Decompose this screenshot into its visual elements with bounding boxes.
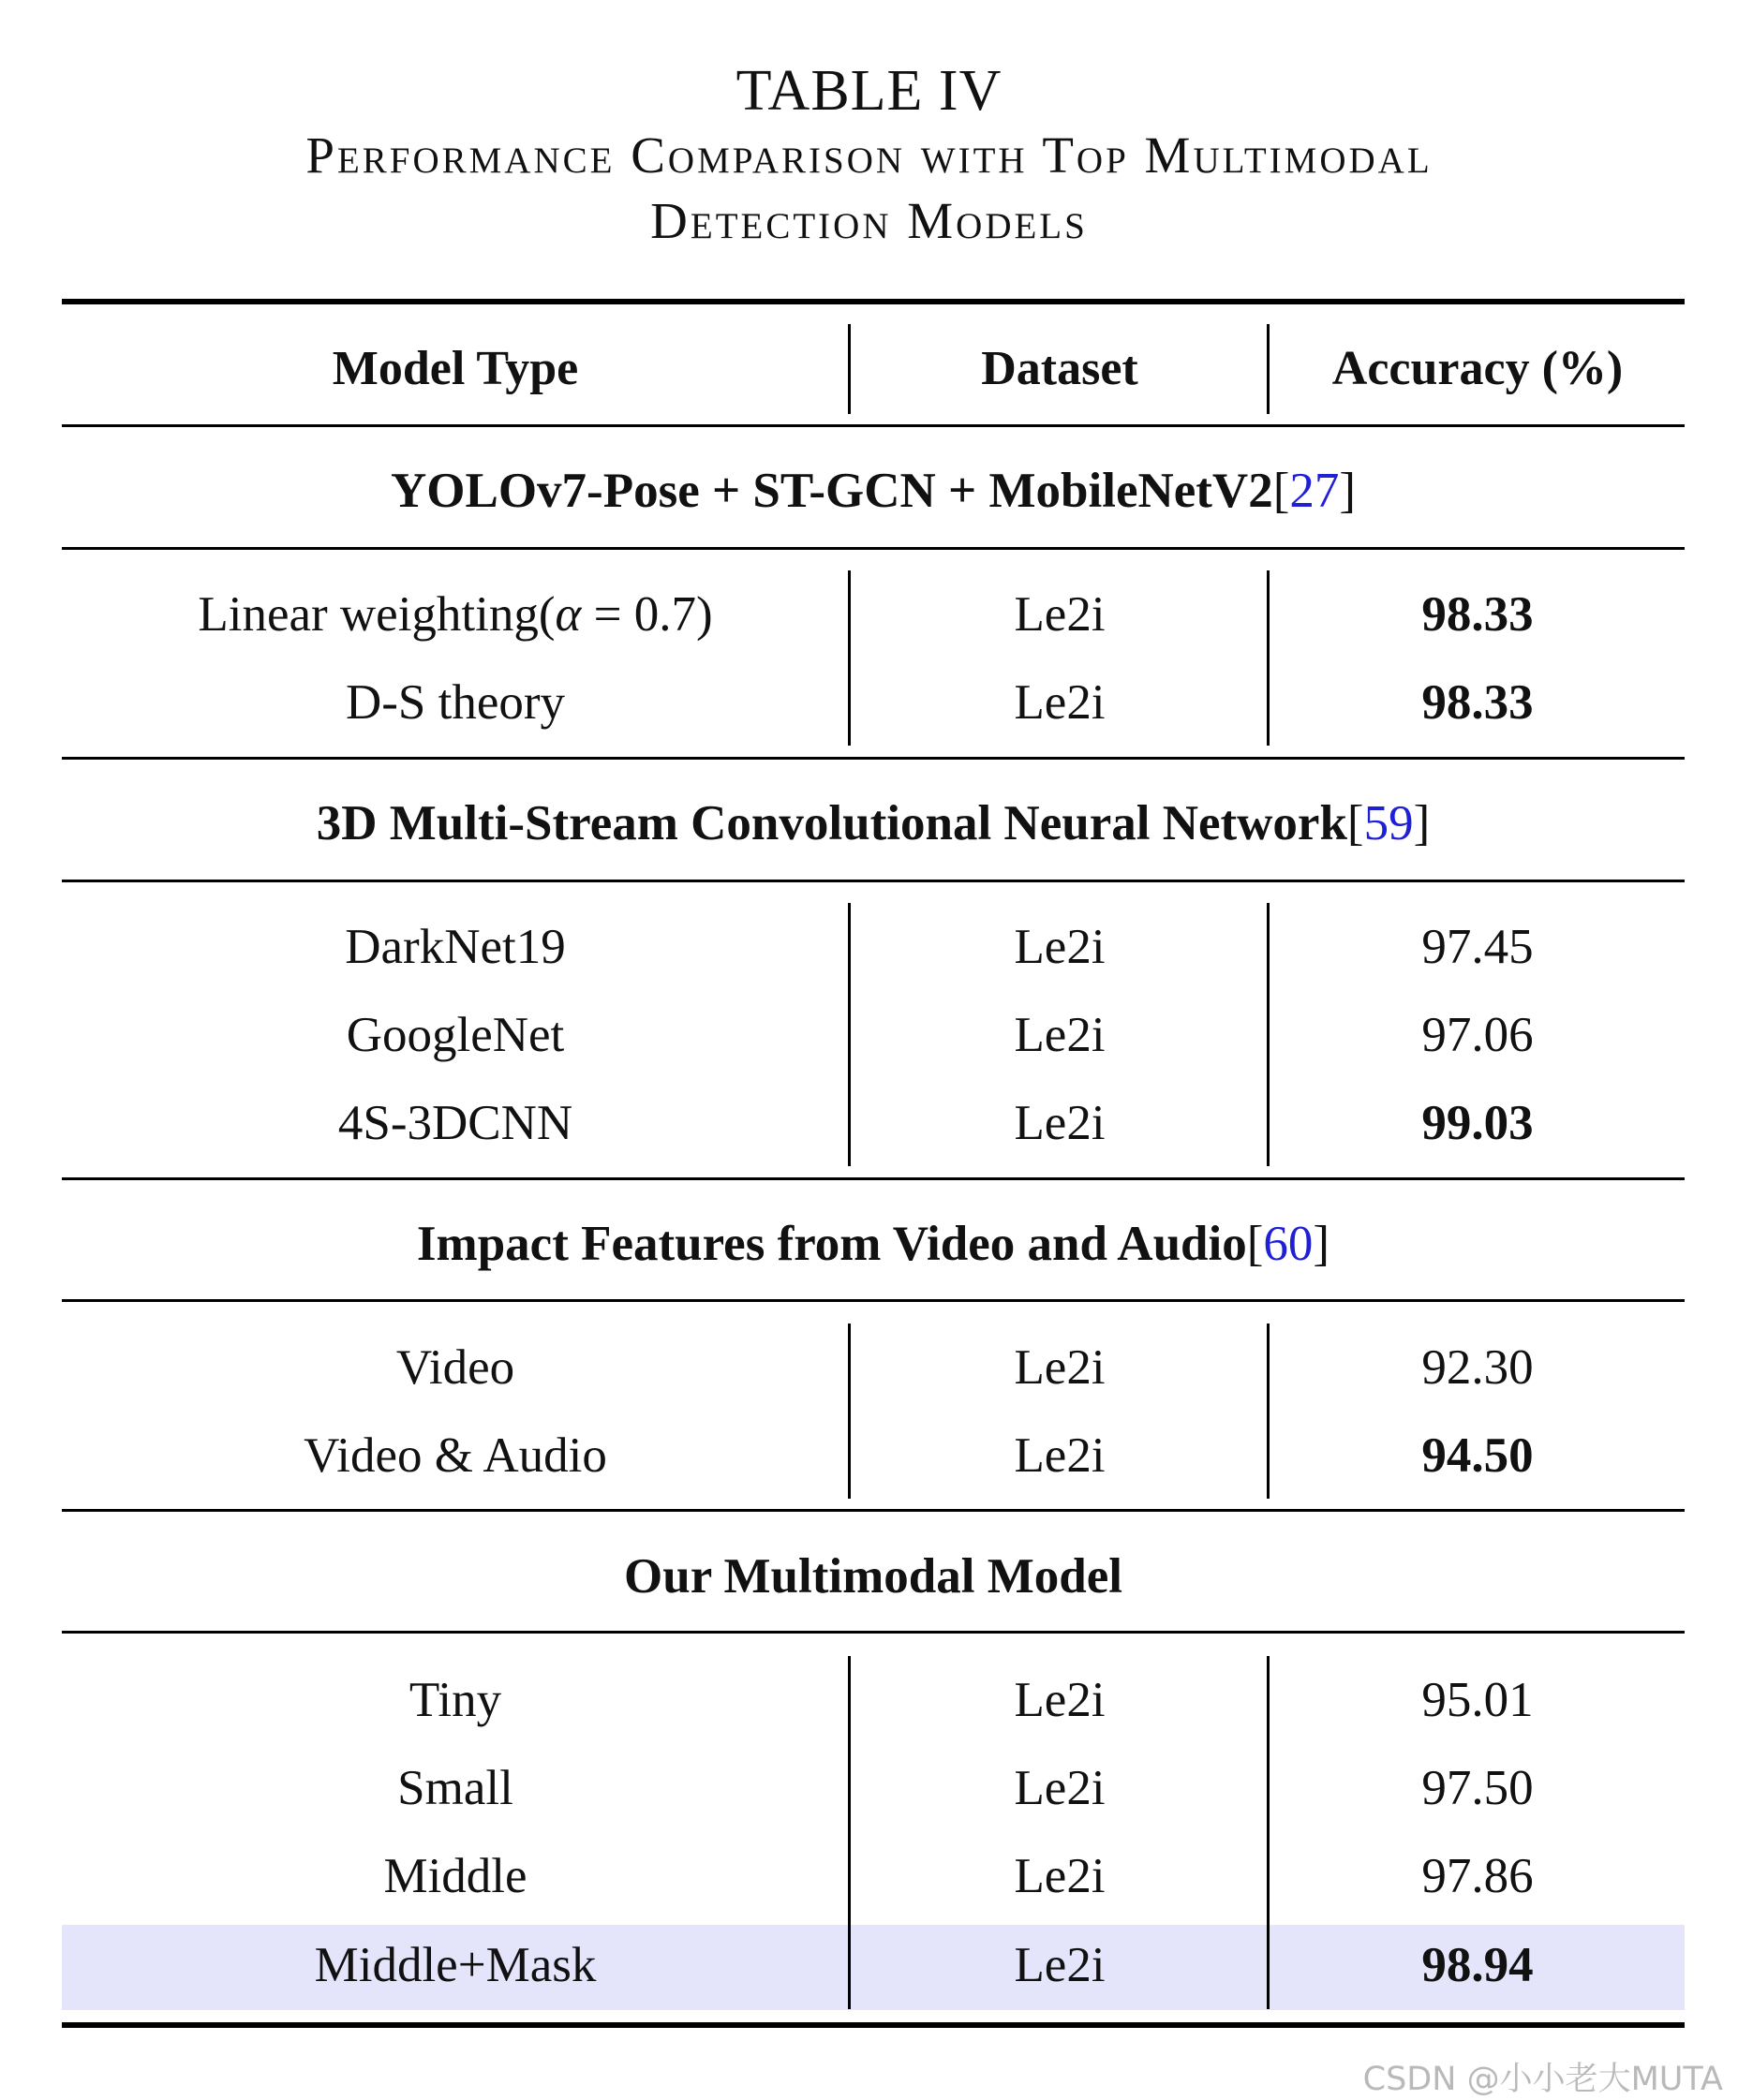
citation-link[interactable]: 60 — [1263, 1217, 1314, 1271]
group-1-end-rule — [62, 757, 1685, 760]
group-3-rule — [62, 1299, 1685, 1302]
dataset-cell: Le2i — [1014, 1761, 1106, 1815]
accuracy-cell: 95.01 — [1421, 1673, 1534, 1727]
accuracy-cell: 97.45 — [1421, 920, 1534, 974]
model-type-cell: D-S theory — [345, 675, 566, 730]
group-title: YOLOv7-Pose + ST-GCN + MobileNetV2[27] — [390, 464, 1357, 518]
group-2-rule — [62, 880, 1685, 882]
bottom-rule — [62, 2022, 1685, 2028]
accuracy-cell: 97.86 — [1421, 1849, 1534, 1903]
table-caption-line-1: Performance Comparison with Top Multimodal — [305, 126, 1433, 184]
group-title: 3D Multi-Stream Convolutional Neural Network[59] — [316, 796, 1431, 850]
dataset-cell: Le2i — [1014, 1008, 1106, 1062]
group-4-rule — [62, 1631, 1685, 1634]
accuracy-cell: 92.30 — [1421, 1340, 1534, 1395]
group-1-rule — [62, 547, 1685, 550]
model-type-cell: Middle — [383, 1849, 527, 1903]
watermark: CSDN @小小老大MUTA — [1362, 2061, 1723, 2098]
column-header-accuracy: Accuracy (%) — [1331, 342, 1624, 395]
accuracy-cell: 94.50 — [1421, 1428, 1534, 1483]
model-type-cell: Linear weighting(α = 0.7) — [198, 587, 713, 642]
accuracy-cell: 99.03 — [1421, 1096, 1534, 1150]
dataset-cell: Le2i — [1014, 920, 1106, 974]
model-type-cell: DarkNet19 — [345, 920, 566, 974]
accuracy-cell: 97.06 — [1421, 1008, 1534, 1062]
model-type-cell: Small — [397, 1761, 513, 1815]
table-label: TABLE IV — [735, 59, 1003, 123]
accuracy-cell: 98.33 — [1421, 675, 1534, 730]
model-type-cell: Video — [395, 1340, 515, 1395]
group-title: Impact Features from Video and Audio[60] — [416, 1217, 1330, 1271]
dataset-cell: Le2i — [1014, 587, 1106, 642]
dataset-cell: Le2i — [1014, 675, 1106, 730]
accuracy-cell: 98.94 — [1421, 1938, 1534, 1992]
header-rule — [62, 424, 1685, 427]
dataset-cell: Le2i — [1014, 1096, 1106, 1150]
dataset-cell: Le2i — [1014, 1340, 1106, 1395]
citation-link[interactable]: 59 — [1363, 796, 1414, 850]
dataset-cell: Le2i — [1014, 1428, 1106, 1483]
top-rule — [62, 299, 1685, 304]
model-type-cell: GoogleNet — [346, 1008, 565, 1062]
group-title: Our Multimodal Model — [624, 1549, 1122, 1604]
accuracy-cell: 98.33 — [1421, 587, 1534, 642]
table-caption-line-2: Detection Models — [650, 192, 1088, 249]
dataset-cell: Le2i — [1014, 1673, 1106, 1727]
dataset-cell: Le2i — [1014, 1938, 1106, 1992]
model-type-cell: 4S-3DCNN — [337, 1096, 573, 1150]
model-type-cell: Middle+Mask — [314, 1938, 597, 1992]
model-type-cell: Tiny — [409, 1673, 502, 1727]
group-2-end-rule — [62, 1177, 1685, 1180]
dataset-cell: Le2i — [1014, 1849, 1106, 1903]
accuracy-cell: 97.50 — [1421, 1761, 1534, 1815]
column-header-dataset: Dataset — [981, 342, 1138, 395]
citation-link[interactable]: 27 — [1289, 464, 1340, 518]
group-3-end-rule — [62, 1509, 1685, 1512]
column-header-model-type: Model Type — [332, 342, 579, 395]
model-type-cell: Video & Audio — [304, 1428, 607, 1483]
